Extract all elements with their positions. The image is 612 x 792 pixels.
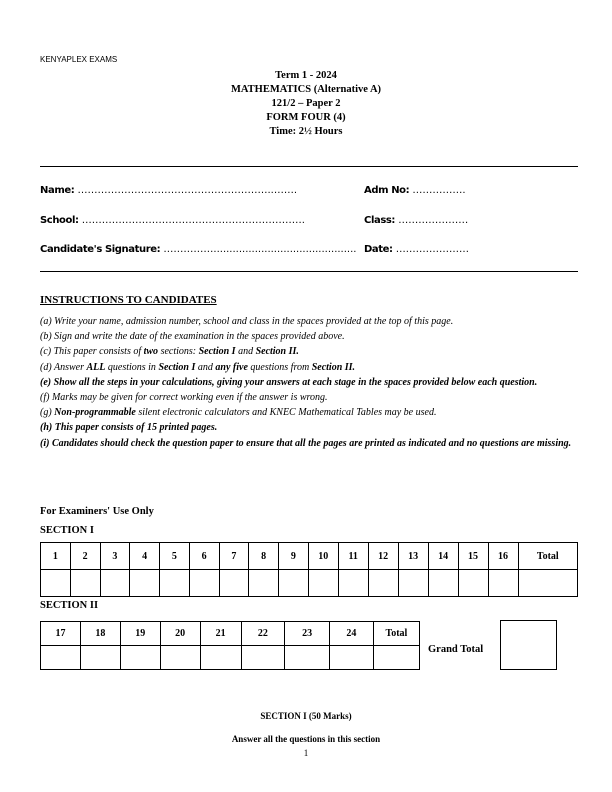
section1-score-cell[interactable]: [70, 570, 100, 597]
section2-header-24: 24: [330, 622, 374, 646]
form-line: FORM FOUR (4): [266, 112, 346, 123]
section1-header-11: 11: [338, 543, 368, 570]
section2-header-21: 21: [200, 622, 241, 646]
section2-header-22: 22: [241, 622, 285, 646]
school-dots: ………………………………………………………….: [78, 215, 305, 226]
instruction-b: (b) Sign and write the date of the examination in the spaces provided above.: [40, 331, 345, 343]
section2-header-19: 19: [120, 622, 160, 646]
grand-total-label: Grand Total: [428, 644, 484, 655]
section-instruction: Answer all the questions in this section: [231, 734, 381, 744]
section1-score-cell[interactable]: [189, 570, 219, 597]
section1-score-cell[interactable]: [488, 570, 518, 597]
section2-score-cell[interactable]: [120, 646, 160, 670]
section1-label: SECTION I: [40, 525, 94, 536]
section1-score-cell[interactable]: [338, 570, 368, 597]
instructions-heading: INSTRUCTIONS TO CANDIDATES: [40, 294, 217, 306]
section1-header-total: Total: [518, 543, 578, 570]
instruction-g: (g) Non-programmable silent electronic calculators and KNEC Mathematical Tables may be used.: [40, 407, 437, 419]
subject-line: MATHEMATICS (Alternative A): [230, 84, 382, 95]
adm-dots: …………….: [409, 185, 466, 196]
instruction-i: (i) Candidates should check the question paper to ensure that all the pages are printed as indicated and no questions are missing.: [40, 437, 572, 449]
date-field[interactable]: [364, 244, 469, 255]
section1-score-cell[interactable]: [219, 570, 249, 597]
section2-score-cell[interactable]: [200, 646, 241, 670]
instructions-list: [40, 314, 585, 451]
instruction-e: (e) Show all the steps in your calculations, giving your answers at each stage in the spaces provided below each question.: [40, 376, 538, 388]
section1-score-cell[interactable]: [100, 570, 130, 597]
section1-score-cell[interactable]: [130, 570, 160, 597]
section1-header-6: 6: [189, 543, 219, 570]
section2-score-cell[interactable]: [160, 646, 200, 670]
paper-line: 121/2 – Paper 2: [271, 98, 341, 109]
section2-header-total: Total: [373, 622, 419, 646]
section1-header-15: 15: [458, 543, 488, 570]
instruction-a: (a) Write your name, admission number, school and class in the spaces provided at the top of this page.: [40, 316, 454, 327]
adm-no-field[interactable]: [364, 185, 466, 196]
page-number: 1: [303, 748, 309, 758]
class-field[interactable]: [364, 215, 468, 226]
section1-header-7: 7: [219, 543, 249, 570]
adm-label: Adm No:: [364, 185, 410, 196]
instruction-d: (d) Answer ALL questions in Section I and any five questions from Section II.: [40, 361, 356, 373]
date-dots: ….………………: [392, 244, 469, 255]
section1-score-cell[interactable]: [368, 570, 398, 597]
section1-header-9: 9: [279, 543, 309, 570]
signature-field[interactable]: [40, 244, 356, 255]
section2-score-cell[interactable]: [330, 646, 374, 670]
section1-score-cell[interactable]: [160, 570, 190, 597]
section1-score-cell[interactable]: [279, 570, 309, 597]
section1-score-cell[interactable]: [518, 570, 578, 597]
section2-score-cell[interactable]: [373, 646, 419, 670]
examiners-label: For Examiners' Use Only: [40, 506, 154, 517]
instruction-f: (f) Marks may be given for correct working even if the answer is wrong.: [40, 392, 328, 404]
divider: [40, 166, 578, 167]
section-heading: SECTION I (50 Marks): [260, 711, 352, 721]
section1-score-cell[interactable]: [308, 570, 338, 597]
section2-header-17: 17: [41, 622, 81, 646]
section1-header-8: 8: [249, 543, 279, 570]
signature-dots: …………….............................................: [160, 244, 357, 255]
class-dots: …………………: [395, 215, 469, 226]
section1-score-cell[interactable]: [428, 570, 458, 597]
section1-header-14: 14: [428, 543, 458, 570]
section1-header-2: 2: [70, 543, 100, 570]
section1-score-cell[interactable]: [249, 570, 279, 597]
divider: [40, 271, 578, 272]
school-label: School:: [40, 215, 79, 226]
section1-score-table: [40, 542, 578, 597]
name-field[interactable]: [40, 185, 297, 196]
section2-score-table: [40, 621, 420, 670]
signature-label: Candidate's Signature:: [40, 244, 161, 255]
section2-header-20: 20: [160, 622, 200, 646]
name-dots: …………………………………………………..…….: [74, 185, 298, 196]
section1-score-cell[interactable]: [458, 570, 488, 597]
section2-label: SECTION II: [40, 600, 99, 611]
section2-score-cell[interactable]: [285, 646, 330, 670]
class-label: Class:: [364, 215, 396, 226]
instruction-c: (c) This paper consists of two sections: Section I and Section II.: [40, 346, 299, 358]
brand-label: KENYAPLEX EXAMS: [40, 55, 118, 64]
date-label: Date:: [364, 244, 393, 255]
instruction-h: (h) This paper consists of 15 printed pages.: [40, 422, 218, 434]
section1-header-16: 16: [488, 543, 518, 570]
section1-header-3: 3: [100, 543, 130, 570]
section2-score-cell[interactable]: [80, 646, 120, 670]
section2-score-cell[interactable]: [41, 646, 81, 670]
section1-header-12: 12: [368, 543, 398, 570]
section1-header-4: 4: [130, 543, 160, 570]
exam-title-block: [0, 69, 612, 139]
section1-header-10: 10: [308, 543, 338, 570]
section2-header-23: 23: [285, 622, 330, 646]
term-line: Term 1 - 2024: [275, 70, 337, 81]
section1-header-5: 5: [160, 543, 190, 570]
section1-score-cell[interactable]: [41, 570, 71, 597]
section1-header-1: 1: [41, 543, 71, 570]
time-line: Time: 2½ Hours: [269, 126, 343, 137]
school-field[interactable]: [40, 215, 305, 226]
section1-score-cell[interactable]: [398, 570, 428, 597]
section2-header-18: 18: [80, 622, 120, 646]
section2-score-cell[interactable]: [241, 646, 285, 670]
grand-total-box[interactable]: [500, 620, 557, 670]
section1-header-13: 13: [398, 543, 428, 570]
name-label: Name:: [40, 185, 75, 196]
